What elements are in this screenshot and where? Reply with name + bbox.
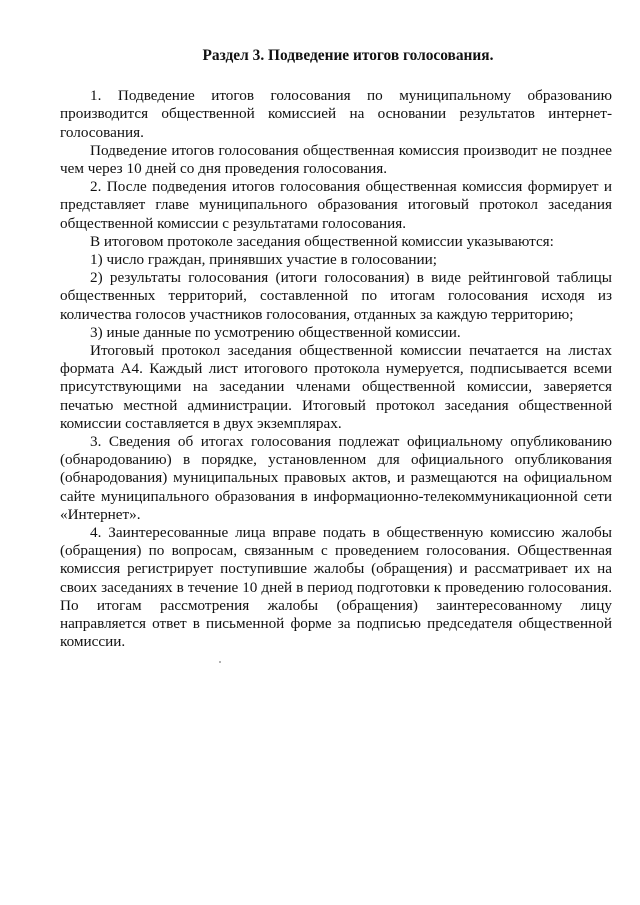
- paragraph-7: 4. Заинтересованные лица вправе подать в общественную комиссию жалобы (обращения) по вопросам, связанным с проведением голосования. Общественная комиссия регистрирует поступившие жалобы (обращения) и рассматривает их на своих заседаниях в течение 10 дней в период подготовки к проведению голосования. По итогам рассмотрения жалобы (обращения) заинтересованному лицу направляется ответ в письменной форме за подписью председателя общественной комиссии.: [60, 524, 612, 651]
- list-item-1: 1) число граждан, принявших участие в голосовании;: [90, 251, 437, 269]
- paragraph-3: 2. После подведения итогов голосования общественная комиссия формирует и представляет главе муниципального образования итоговый протокол заседания общественной комиссии с результатами голосования.: [60, 178, 612, 232]
- section-title: Раздел 3. Подведение итогов голосования.: [202, 47, 494, 64]
- document-page: [60, 47, 612, 652]
- paragraph-4: В итоговом протоколе заседания общественной комиссии указываются:: [90, 232, 554, 250]
- paragraph-6: 3. Сведения об итогах голосования подлежат официальному опубликованию (обнародованию) в порядке, установленном для официального опубликования (обнародования) муниципальных правовых актов, и размещаются на официальном сайте муниципального образования в информационно-телекоммуникационной сети «Интернет».: [60, 433, 612, 523]
- paragraph-5: Итоговый протокол заседания общественной комиссии печатается на листах формата А4. Каждый лист итогового протокола нумеруется, подписывается всеми присутствующими на заседании членами общественной комиссии, заверяется печатью местной администрации. Итоговый протокол заседания общественной комиссии составляется в двух экземплярах.: [60, 342, 612, 432]
- list-item-3: 3) иные данные по усмотрению общественной комиссии.: [90, 323, 461, 341]
- scan-speck: [219, 661, 221, 663]
- list-item-2: 2) результаты голосования (итоги голосования) в виде рейтинговой таблицы общественных территорий, составленной по итогам голосования исходя из количества голосов участников голосования, отданных за каждую территорию;: [60, 269, 612, 323]
- paragraph-2: Подведение итогов голосования общественная комиссия производит не позднее чем через 10 дней со дня проведения голосования.: [60, 141, 612, 178]
- paragraph-1: 1. Подведение итогов голосования по муниципальному образованию производится общественной комиссией на основании результатов интернет-голосования.: [60, 87, 612, 141]
